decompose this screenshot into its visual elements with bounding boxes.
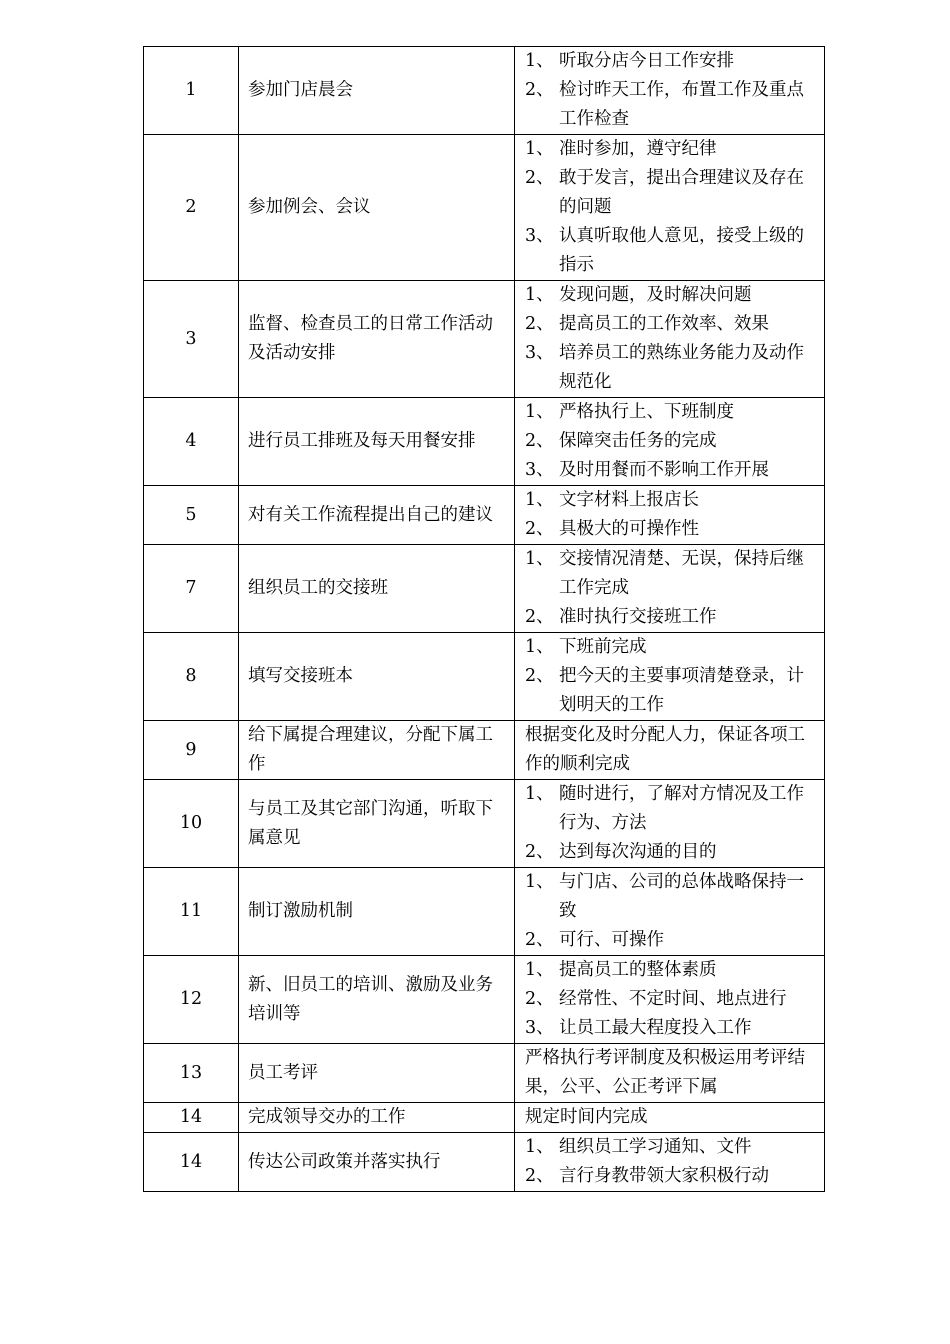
task-cell: 监督、检查员工的日常工作活动及活动安排 bbox=[239, 281, 515, 398]
task-cell: 对有关工作流程提出自己的建议 bbox=[239, 486, 515, 545]
requirement-marker: 2、 bbox=[525, 314, 554, 334]
task-cell: 参加例会、会议 bbox=[239, 135, 515, 281]
requirement-text: 准时执行交接班工作 bbox=[559, 607, 717, 627]
requirement-marker: 1、 bbox=[525, 872, 554, 892]
task-cell: 员工考评 bbox=[239, 1044, 515, 1103]
row-number: 12 bbox=[144, 956, 239, 1044]
requirement-marker: 2、 bbox=[525, 989, 554, 1009]
requirement-marker: 1、 bbox=[525, 637, 554, 657]
requirement-text: 发现问题，及时解决问题 bbox=[559, 285, 752, 305]
requirement-cell bbox=[515, 956, 825, 1044]
requirement-text: 严格执行上、下班制度 bbox=[559, 402, 734, 422]
requirement-marker: 1、 bbox=[525, 784, 554, 804]
requirement-text: 提高员工的工作效率、效果 bbox=[559, 314, 769, 334]
requirement-item bbox=[525, 545, 816, 603]
requirement-text: 达到每次沟通的目的 bbox=[559, 842, 717, 862]
task-cell: 给下属提合理建议，分配下属工作 bbox=[239, 721, 515, 780]
requirement-text: 培养员工的熟练业务能力及动作规范化 bbox=[559, 343, 804, 392]
requirement-item bbox=[525, 427, 816, 456]
requirement-text: 规定时间内完成 bbox=[525, 1107, 648, 1127]
table-row bbox=[144, 721, 825, 780]
requirement-marker: 2、 bbox=[525, 168, 554, 188]
requirement-item bbox=[525, 926, 816, 955]
table-row bbox=[144, 1133, 825, 1192]
requirement-text: 与门店、公司的总体战略保持一致 bbox=[559, 872, 804, 921]
table-row bbox=[144, 47, 825, 135]
row-number: 14 bbox=[144, 1103, 239, 1133]
row-number: 7 bbox=[144, 545, 239, 633]
requirement-item bbox=[525, 868, 816, 926]
task-cell: 填写交接班本 bbox=[239, 633, 515, 721]
requirement-marker: 1、 bbox=[525, 960, 554, 980]
table-row bbox=[144, 486, 825, 545]
requirement-marker: 1、 bbox=[525, 51, 554, 71]
requirement-cell bbox=[515, 281, 825, 398]
row-number: 2 bbox=[144, 135, 239, 281]
table-row bbox=[144, 398, 825, 486]
table-row bbox=[144, 633, 825, 721]
requirement-marker: 2、 bbox=[525, 842, 554, 862]
requirement-item bbox=[525, 310, 816, 339]
requirement-text: 准时参加，遵守纪律 bbox=[559, 139, 717, 159]
requirement-text: 检讨昨天工作，布置工作及重点工作检查 bbox=[559, 80, 804, 129]
requirement-text: 把今天的主要事项清楚登录，计划明天的工作 bbox=[559, 666, 804, 715]
row-number: 5 bbox=[144, 486, 239, 545]
requirement-text: 具极大的可操作性 bbox=[559, 519, 699, 539]
row-number: 1 bbox=[144, 47, 239, 135]
requirement-text: 严格执行考评制度及积极运用考评结果，公平、公正考评下属 bbox=[525, 1048, 805, 1097]
requirement-text: 提高员工的整体素质 bbox=[559, 960, 717, 980]
requirement-cell bbox=[515, 135, 825, 281]
requirement-marker: 2、 bbox=[525, 1166, 554, 1186]
requirement-marker: 2、 bbox=[525, 666, 554, 686]
requirement-text: 及时用餐而不影响工作开展 bbox=[559, 460, 769, 480]
requirement-item bbox=[525, 339, 816, 397]
task-cell: 新、旧员工的培训、激励及业务培训等 bbox=[239, 956, 515, 1044]
requirement-text: 随时进行，了解对方情况及工作行为、方法 bbox=[559, 784, 804, 833]
requirement-item bbox=[525, 1014, 816, 1043]
requirement-item bbox=[525, 398, 816, 427]
requirement-marker: 1、 bbox=[525, 549, 554, 569]
requirement-marker: 1、 bbox=[525, 285, 554, 305]
requirement-item bbox=[525, 164, 816, 222]
requirement-text: 言行身教带领大家积极行动 bbox=[559, 1166, 769, 1186]
requirement-item bbox=[525, 47, 816, 76]
row-number: 11 bbox=[144, 868, 239, 956]
requirement-marker: 1、 bbox=[525, 490, 554, 510]
requirement-item bbox=[525, 76, 816, 134]
requirement-item bbox=[525, 135, 816, 164]
table-row bbox=[144, 135, 825, 281]
table-row bbox=[144, 1044, 825, 1103]
requirement-item bbox=[525, 662, 816, 720]
requirement-item bbox=[525, 486, 816, 515]
task-cell: 传达公司政策并落实执行 bbox=[239, 1133, 515, 1192]
task-cell: 参加门店晨会 bbox=[239, 47, 515, 135]
requirement-cell bbox=[515, 1103, 825, 1133]
requirement-item bbox=[525, 515, 816, 544]
table-row bbox=[144, 1103, 825, 1133]
requirement-text: 根据变化及时分配人力，保证各项工作的顺利完成 bbox=[525, 725, 805, 774]
row-number: 3 bbox=[144, 281, 239, 398]
requirement-marker: 2、 bbox=[525, 431, 554, 451]
requirement-item bbox=[525, 633, 816, 662]
requirement-marker: 1、 bbox=[525, 1137, 554, 1157]
task-cell: 组织员工的交接班 bbox=[239, 545, 515, 633]
requirement-item bbox=[525, 1162, 816, 1191]
duties-table bbox=[143, 46, 825, 1192]
requirement-cell bbox=[515, 398, 825, 486]
row-number: 14 bbox=[144, 1133, 239, 1192]
task-cell: 进行员工排班及每天用餐安排 bbox=[239, 398, 515, 486]
row-number: 4 bbox=[144, 398, 239, 486]
requirement-marker: 1、 bbox=[525, 402, 554, 422]
row-number: 9 bbox=[144, 721, 239, 780]
requirement-text: 听取分店今日工作安排 bbox=[559, 51, 734, 71]
requirement-item bbox=[525, 1133, 816, 1162]
requirement-marker: 3、 bbox=[525, 343, 554, 363]
table-row bbox=[144, 281, 825, 398]
requirement-item bbox=[525, 985, 816, 1014]
requirement-item bbox=[525, 780, 816, 838]
requirement-text: 下班前完成 bbox=[559, 637, 647, 657]
requirement-text: 敢于发言，提出合理建议及存在的问题 bbox=[559, 168, 804, 217]
duties-table-body bbox=[144, 47, 825, 1192]
requirement-text: 文字材料上报店长 bbox=[559, 490, 699, 510]
requirement-text: 保障突击任务的完成 bbox=[559, 431, 717, 451]
requirement-item bbox=[525, 456, 816, 485]
task-cell: 制订激励机制 bbox=[239, 868, 515, 956]
requirement-text: 可行、可操作 bbox=[559, 930, 664, 950]
requirement-text: 认真听取他人意见，接受上级的指示 bbox=[559, 226, 804, 275]
requirement-cell bbox=[515, 47, 825, 135]
requirement-cell bbox=[515, 721, 825, 780]
requirement-marker: 2、 bbox=[525, 80, 554, 100]
requirement-text: 经常性、不定时间、地点进行 bbox=[559, 989, 787, 1009]
task-cell: 完成领导交办的工作 bbox=[239, 1103, 515, 1133]
requirement-item bbox=[525, 838, 816, 867]
table-row bbox=[144, 956, 825, 1044]
task-cell: 与员工及其它部门沟通，听取下属意见 bbox=[239, 780, 515, 868]
row-number: 13 bbox=[144, 1044, 239, 1103]
requirement-item bbox=[525, 603, 816, 632]
requirement-cell bbox=[515, 1133, 825, 1192]
requirement-cell bbox=[515, 780, 825, 868]
requirement-cell bbox=[515, 545, 825, 633]
requirement-marker: 3、 bbox=[525, 1018, 554, 1038]
table-row bbox=[144, 868, 825, 956]
requirement-cell bbox=[515, 486, 825, 545]
requirement-cell bbox=[515, 868, 825, 956]
requirement-item bbox=[525, 281, 816, 310]
requirement-text: 组织员工学习通知、文件 bbox=[559, 1137, 752, 1157]
requirement-item bbox=[525, 956, 816, 985]
requirement-cell bbox=[515, 633, 825, 721]
table-row bbox=[144, 780, 825, 868]
requirement-marker: 2、 bbox=[525, 519, 554, 539]
requirement-cell bbox=[515, 1044, 825, 1103]
requirement-marker: 3、 bbox=[525, 226, 554, 246]
requirement-marker: 3、 bbox=[525, 460, 554, 480]
requirement-text: 让员工最大程度投入工作 bbox=[559, 1018, 752, 1038]
requirement-marker: 1、 bbox=[525, 139, 554, 159]
row-number: 8 bbox=[144, 633, 239, 721]
table-row bbox=[144, 545, 825, 633]
requirement-item bbox=[525, 222, 816, 280]
requirement-text: 交接情况清楚、无误，保持后继工作完成 bbox=[559, 549, 804, 598]
row-number: 10 bbox=[144, 780, 239, 868]
requirement-marker: 2、 bbox=[525, 930, 554, 950]
requirement-marker: 2、 bbox=[525, 607, 554, 627]
